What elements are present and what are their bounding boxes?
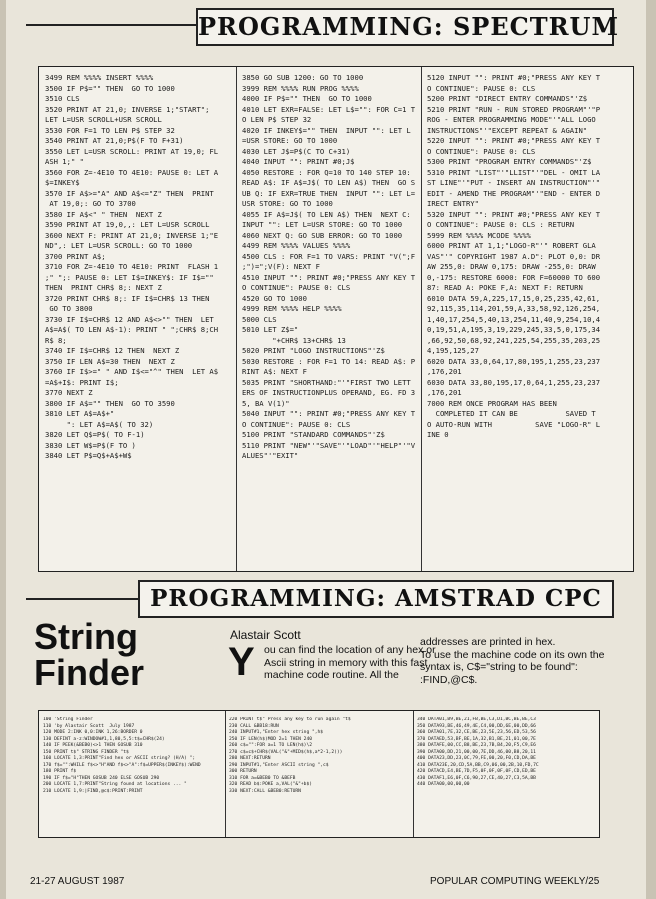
code-line: INSTRUCTIONS"'"EXCEPT REPEAT & AGAIN"	[427, 125, 588, 135]
code-line: 4520 GO TO 1000	[242, 293, 307, 303]
code-line: 330 NEXT:CALL &BEB0:RETURN	[229, 788, 301, 794]
code-line: 4020 IF INKEY$="" THEN INPUT "": LET L	[242, 125, 411, 135]
article-title-line-1: String	[34, 616, 138, 657]
code-line: INPUT "": LET L=USR STORE: GO TO 1000	[242, 220, 403, 229]
code-line: 3840 LET P$=Q$+A$+W$	[45, 451, 132, 460]
column-divider	[413, 711, 414, 837]
code-line: INE 0	[427, 430, 449, 439]
code-line: ASH 1;" "	[45, 157, 84, 166]
amstrad-code-column-3	[417, 717, 595, 789]
code-line: ;")=";V(F): NEXT F	[242, 262, 320, 271]
intro-text	[264, 644, 436, 682]
code-line: 350 DATA93,BE,46,49,4E,C4,00,DD,6E,00,DD,66	[417, 723, 536, 729]
code-line: 190 IF f$="H"THEN GOSUB 240 ELSE GOSUB 290	[43, 775, 160, 781]
code-line: 4055 IF A$=J$( TO LEN A$) THEN NEXT C:	[242, 209, 411, 219]
code-line: 3830 LET W$=P$(F TO )	[45, 440, 136, 450]
code-line: 410 DATA23E,20,CD,5A,BB,C9,06,00,2B,10,FD,7C	[417, 762, 539, 768]
code-line: ERS OF INSTRUCTIONPLUS OPERAND, EG. FD 3	[242, 388, 416, 397]
code-line: 230 CALL &BB18:RUN	[229, 723, 279, 729]
code-line: 5220 INPUT "": PRINT #0;"PRESS ANY KEY T	[427, 136, 601, 145]
code-line: 380 DATAFE,00,CC,B8,BE,23,7B,B4,20,F5,C9,E6	[417, 743, 536, 748]
code-line: 3570 IF A$>="A" AND A$<="Z" THEN PRINT	[45, 188, 214, 198]
code-line: 4000 IF P$="" THEN GO TO 1000	[242, 94, 372, 103]
header-rule-left	[26, 24, 198, 26]
code-line: ,66,92,50,68,92,241,225,54,255,35,203,25	[427, 335, 601, 345]
article-author: Alastair Scott	[230, 628, 301, 642]
code-line: O LEN P$ STEP 32	[242, 115, 312, 124]
code-line: 4510 INPUT "": PRINT #0;"PRESS ANY KEY T	[242, 272, 416, 282]
code-line: 130 DEFINT a-z:WINDOW#1,1,80,5,5:t$=CHR$(24)	[43, 736, 165, 742]
code-line: 4999 REM %%%% HELP %%%%	[242, 304, 342, 313]
code-line: 100 'String Finder	[43, 717, 93, 722]
code-line: 210 LOCATE 1,9:|FIND,@c$:PRINT:PRINT	[43, 788, 143, 794]
column-divider	[421, 67, 422, 571]
code-line: AW 255,0: DRAW 0,175: DRAW -255,0: DRAW	[427, 262, 596, 271]
code-line: $=INKEY$	[45, 178, 80, 187]
code-line: 390 DATA00,DD,21,00,00,7E,DD,46,00,B8,20,11	[417, 749, 536, 755]
code-line: 220 PRINT t$" Press any key to run again "t$	[229, 717, 351, 722]
text-line: syntax is, C$="string to be found":	[420, 661, 578, 673]
code-line: ,176,201	[427, 388, 462, 397]
code-line: 430 DATAF1,E6,0F,C6,90,27,CE,40,27,C3,5A,BB	[417, 775, 536, 781]
page-number: POPULAR COMPUTING WEEKLY/25	[430, 876, 600, 887]
code-line: 250 IF LEN(h$)MOD 2=1 THEN 240	[229, 736, 312, 742]
code-line: EDIT - AMEND THE PROGRAM"'"END - ENTER D	[427, 188, 601, 198]
code-line: 110 'by Alastair Scott July 1987	[43, 723, 135, 729]
text-line: machine code routine. All the	[264, 669, 399, 681]
code-line: ND",: LET L=USR SCROLL: GO TO 1000	[45, 241, 193, 250]
code-line: 3740 IF I$=CHR$ 12 THEN NEXT Z	[45, 346, 180, 355]
text-line: addresses are printed in hex.	[420, 636, 556, 648]
drop-cap: Y	[228, 640, 255, 684]
code-line: 300 RETURN	[229, 769, 257, 774]
code-line: O CONTINUE": PAUSE 0: CLS	[427, 146, 536, 156]
code-line: 5110 PRINT "NEW"'"SAVE"'"LOAD"'"HELP"'"V	[242, 440, 416, 450]
code-line: 320 READ b$:POKE a,VAL("&"+b$)	[229, 782, 312, 787]
code-line: O CONTINUE": PAUSE 0: CLS	[242, 419, 351, 429]
code-line: 5120 INPUT "": PRINT #0;"PRESS ANY KEY T	[427, 73, 601, 82]
code-line: 200 LOCATE 1,7:PRINT"String found at locations ... "	[43, 782, 187, 787]
code-line: 4040 INPUT "": PRINT #0;J$	[242, 157, 355, 166]
column-divider	[225, 711, 226, 837]
code-line: 240 INPUT#1,"Enter hex string ",h$	[229, 730, 324, 735]
code-line: 3499 REM %%%% INSERT %%%%	[45, 73, 154, 82]
code-line: 5040 INPUT "": PRINT #0;"PRESS ANY KEY T	[242, 409, 416, 418]
code-line: ,176,201	[427, 367, 462, 376]
article-title-line-2: Finder	[34, 652, 145, 693]
code-line: R$ 8;	[45, 335, 67, 345]
code-line: 360 DATA01,7E,32,CE,BE,23,5E,23,56,ED,53,56	[417, 730, 536, 735]
code-line: O CONTINUE": PAUSE 0: CLS	[242, 283, 351, 292]
code-line: 5310 PRINT "LIST"'"LLIST"'"DEL - OMIT LA	[427, 167, 601, 177]
code-line: 290 INPUT#1,"Enter ASCII string ",c$	[229, 762, 329, 768]
code-line: 0,-175: RESTORE 6000: FOR F=60000 TO 600	[427, 272, 601, 282]
spectrum-code-column-1	[45, 73, 233, 462]
code-line: 3800 IF A$="" THEN GO TO 3590	[45, 398, 175, 408]
code-line: 6020 DATA 33,0,64,17,80,195,1,255,23,237	[427, 356, 601, 366]
code-line: =USR STORE: GO TO 1000	[242, 136, 338, 145]
code-line: 6030 DATA 33,80,195,17,0,64,1,255,23,237	[427, 377, 601, 387]
code-line: 3520 PRINT AT 21,0; INVERSE 1;"START";	[45, 104, 210, 114]
code-line: 3540 PRINT AT 21,0;P$(F TO F+31)	[45, 136, 184, 145]
code-line: 4050 RESTORE : FOR Q=10 TO 140 STEP 10:	[242, 167, 411, 177]
amstrad-code-column-1	[43, 717, 223, 795]
code-line: 3730 IF I$=CHR$ 12 AND A$<>"" THEN LET	[45, 314, 214, 324]
code-line: IRECT ENTRY"	[427, 199, 479, 208]
code-line: 120 MODE 2:INK 0,0:INK 1,26:BORDER 0	[43, 730, 143, 735]
code-line: ST LINE"'"PUT - INSERT AN INSTRUCTION"'"	[427, 178, 601, 187]
issue-date: 21-27 AUGUST 1987	[30, 876, 125, 887]
code-line: GO TO 3800	[45, 304, 93, 313]
text-line: Ascii string in memory with this fast	[264, 656, 428, 669]
code-line: 3750 IF LEN A$=30 THEN NEXT Z	[45, 356, 175, 366]
code-line: UB Q: IF EXR=TRUE THEN INPUT "": LET L=	[242, 188, 416, 198]
code-line: 5, BA V(1)"	[242, 398, 290, 408]
code-line: 5020 PRINT "LOGO INSTRUCTIONS"'Z$	[242, 346, 385, 355]
code-line: 3700 PRINT A$;	[45, 251, 106, 261]
code-line: 92,115,35,114,201,59,A,33,58,92,126,254,	[427, 304, 601, 313]
code-line: 280 NEXT:RETURN	[229, 756, 271, 761]
code-line: 270 c$=c$+CHR$(VAL("&"+MID$(h$,a*2-1,2)))	[229, 749, 343, 755]
spectrum-heading: PROGRAMMING: SPECTRUM	[196, 8, 614, 46]
code-line: ": LET A$=A$( TO 32)	[45, 419, 154, 429]
code-line: 310 FOR a=&BEB0 TO &BEFB	[229, 775, 296, 781]
amstrad-heading: PROGRAMMING: AMSTRAD CPC	[138, 580, 614, 618]
code-line: 4010 LET EXR=FALSE: LET L$="": FOR C=1 T	[242, 104, 416, 114]
code-line: 5010 LET Z$="	[242, 325, 299, 334]
code-line: 87: READ A: POKE F,A: NEXT F: RETURN	[427, 283, 583, 292]
code-line: 440 DATA00,00,00,00	[417, 782, 470, 787]
code-line: AT 19,0;: GO TO 3700	[45, 199, 136, 208]
code-line: 3550 LET L=USR SCROLL: PRINT AT 19,0; FL	[45, 146, 219, 156]
code-line: 3770 NEXT Z	[45, 388, 93, 397]
code-line: 5030 RESTORE : FOR F=1 TO 14: READ A$: P	[242, 356, 416, 366]
text-line: To use the machine code on its own the	[420, 648, 605, 661]
code-line: COMPLETED IT CAN BE SAVED T	[427, 409, 596, 418]
code-line: 260 c$="":FOR a=1 TO LEN(h$)\2	[229, 743, 312, 748]
code-line: 4030 LET J$=P$(C TO C+31)	[242, 146, 351, 156]
code-line: 5200 PRINT "DIRECT ENTRY COMMANDS"'Z$	[427, 94, 588, 103]
code-line: 3999 REM %%%% RUN PROG %%%%	[242, 83, 359, 93]
code-line: 6010 DATA 59,A,225,17,15,0,25,235,42,61,	[427, 293, 601, 303]
code-line: 5320 INPUT "": PRINT #0;"PRESS ANY KEY T	[427, 209, 601, 219]
code-line: ALUES"'"EXIT"	[242, 451, 299, 460]
code-line: 5999 REM %%%% MCODE %%%%	[427, 230, 531, 240]
code-line: 420 DATACD,E4,BE,7D,F5,0F,0F,0F,0F,CD,ED,BE	[417, 769, 536, 774]
code-line: O AUTO-RUN WITH SAVE "LOGO-R" L	[427, 419, 601, 429]
code-line: 5000 CLS	[242, 314, 277, 324]
code-line: THEN PRINT CHR$ 8;: NEXT Z	[45, 283, 162, 292]
code-line: 4060 NEXT Q: GO SUB ERROR: GO TO 1000	[242, 230, 403, 240]
code-line: A$=A$( TO LEN A$-1): PRINT " ";CHR$ 8;CH	[45, 325, 219, 334]
code-line: O CONTINUE": PAUSE 0: CLS	[427, 83, 536, 93]
code-line: 3510 CLS	[45, 94, 80, 103]
code-line: 3590 PRINT AT 19,0,,: LET L=USR SCROLL	[45, 220, 210, 229]
code-line: 4500 CLS : FOR F=1 TO VARS: PRINT "V(";F	[242, 251, 416, 261]
code-line: O CONTINUE": PAUSE 0: CLS : RETURN	[427, 220, 575, 229]
code-line: 3710 FOR Z=-4E10 TO 4E10: PRINT FLASH 1	[45, 262, 219, 271]
intro-text-continued	[420, 636, 644, 686]
spectrum-code-column-3	[427, 73, 629, 441]
code-line: 3820 LET Q$=P$( TO F-1)	[45, 430, 145, 439]
code-line: 3850 GO SUB 1200: GO TO 1000	[242, 73, 364, 82]
code-line: 3500 IF P$="" THEN GO TO 1000	[45, 83, 175, 93]
column-divider	[236, 67, 237, 571]
code-line: 3720 PRINT CHR$ 8;: IF I$=CHR$ 13 THEN	[45, 293, 210, 303]
code-line: READ A$: IF A$=J$( TO LEN A$) THEN GO S	[242, 178, 416, 187]
code-line: 170 f$="":WHILE f$<>"H"AND f$<>"A":f$=UPPER$(INKEY$):WEND	[43, 762, 201, 768]
code-line: ROG - ENTER PROGRAMMING MODE"'"ALL LOGO	[427, 115, 596, 124]
code-line: 5035 PRINT "SHORTHAND:"'"FIRST TWO LETT	[242, 377, 411, 387]
code-line: 180 PRINT f$	[43, 769, 77, 774]
code-line: 5210 PRINT "RUN - RUN STORED PROGRAM"'"P	[427, 104, 601, 114]
code-line: 3530 FOR F=1 TO LEN P$ STEP 32	[45, 125, 175, 135]
code-line: 3560 FOR Z=-4E10 TO 4E10: PAUSE 0: LET A	[45, 167, 219, 177]
code-line: 1,40,17,254,5,40,13,254,11,40,9,254,10,4	[427, 314, 601, 324]
code-line: 5100 PRINT "STANDARD COMMANDS"'Z$	[242, 430, 385, 439]
code-line: 3580 IF A$<" " THEN NEXT Z	[45, 209, 162, 219]
code-line: 160 LOCATE 1,3:PRINT"Find hex or ASCII string? (H/A) ";	[43, 756, 196, 761]
code-line: LET L=USR SCROLL+USR SCROLL	[45, 115, 162, 124]
code-line: =A$+I$: PRINT I$;	[45, 377, 119, 387]
code-line: 3810 LET A$=A$+"	[45, 409, 115, 418]
spectrum-listing	[38, 66, 634, 572]
code-line: 4499 REM %%%% VALUES %%%%	[242, 241, 351, 250]
header-rule-left	[26, 598, 140, 600]
code-line: "+CHR$ 13+CHR$ 13	[242, 335, 346, 345]
magazine-page	[6, 0, 646, 899]
amstrad-code-column-2	[229, 717, 409, 795]
text-line: :FIND,@C$.	[420, 673, 478, 686]
code-line: VAS"'" COPYRIGHT 1987 A.D": PLOT 0,0: DR	[427, 251, 601, 261]
code-line: 4,195,125,27	[427, 346, 479, 355]
code-line: 3600 NEXT F: PRINT AT 21,0; INVERSE 1;"E	[45, 230, 219, 240]
code-line: 370 DATAED,53,BF,BE,1A,32,B1,BE,21,01,00,7E	[417, 736, 536, 742]
code-line: RINT A$: NEXT F	[242, 367, 307, 376]
code-line: 150 PRINT t$" STRING FINDER "t$	[43, 749, 129, 755]
code-line: ;" ";: PAUSE 0: LET I$=INKEY$: IF I$=""	[45, 272, 214, 282]
code-line: 0,19,51,A,195,3,19,229,245,33,5,0,175,34	[427, 325, 601, 334]
code-line: 340 DATA01,B9,BE,21,FB,BE,C3,D1,BC,BE,BE,C3	[417, 717, 536, 722]
text-line: ou can find the location of any hex or	[264, 644, 436, 656]
spectrum-code-column-2	[242, 73, 418, 462]
code-line: 140 IF PEEK(&BEB0)<>1 THEN GOSUB 310	[43, 743, 143, 748]
amstrad-listing	[38, 710, 600, 838]
code-line: USR STORE: GO TO 1000	[242, 199, 333, 208]
code-line: 3760 IF I$>=" " AND I$<="^" THEN LET A$	[45, 367, 219, 376]
code-line: 400 DATA23,DD,23,0C,79,FE,00,20,F0,CD,DA,BE	[417, 756, 536, 761]
code-line: 7000 REM ONCE PROGRAM HAS BEEN	[427, 398, 557, 408]
code-line: 5300 PRINT "PROGRAM ENTRY COMMANDS"'Z$	[427, 157, 592, 166]
code-line: 6000 PRINT AT 1,1;"LOGO-R"'" ROBERT GLA	[427, 241, 596, 250]
